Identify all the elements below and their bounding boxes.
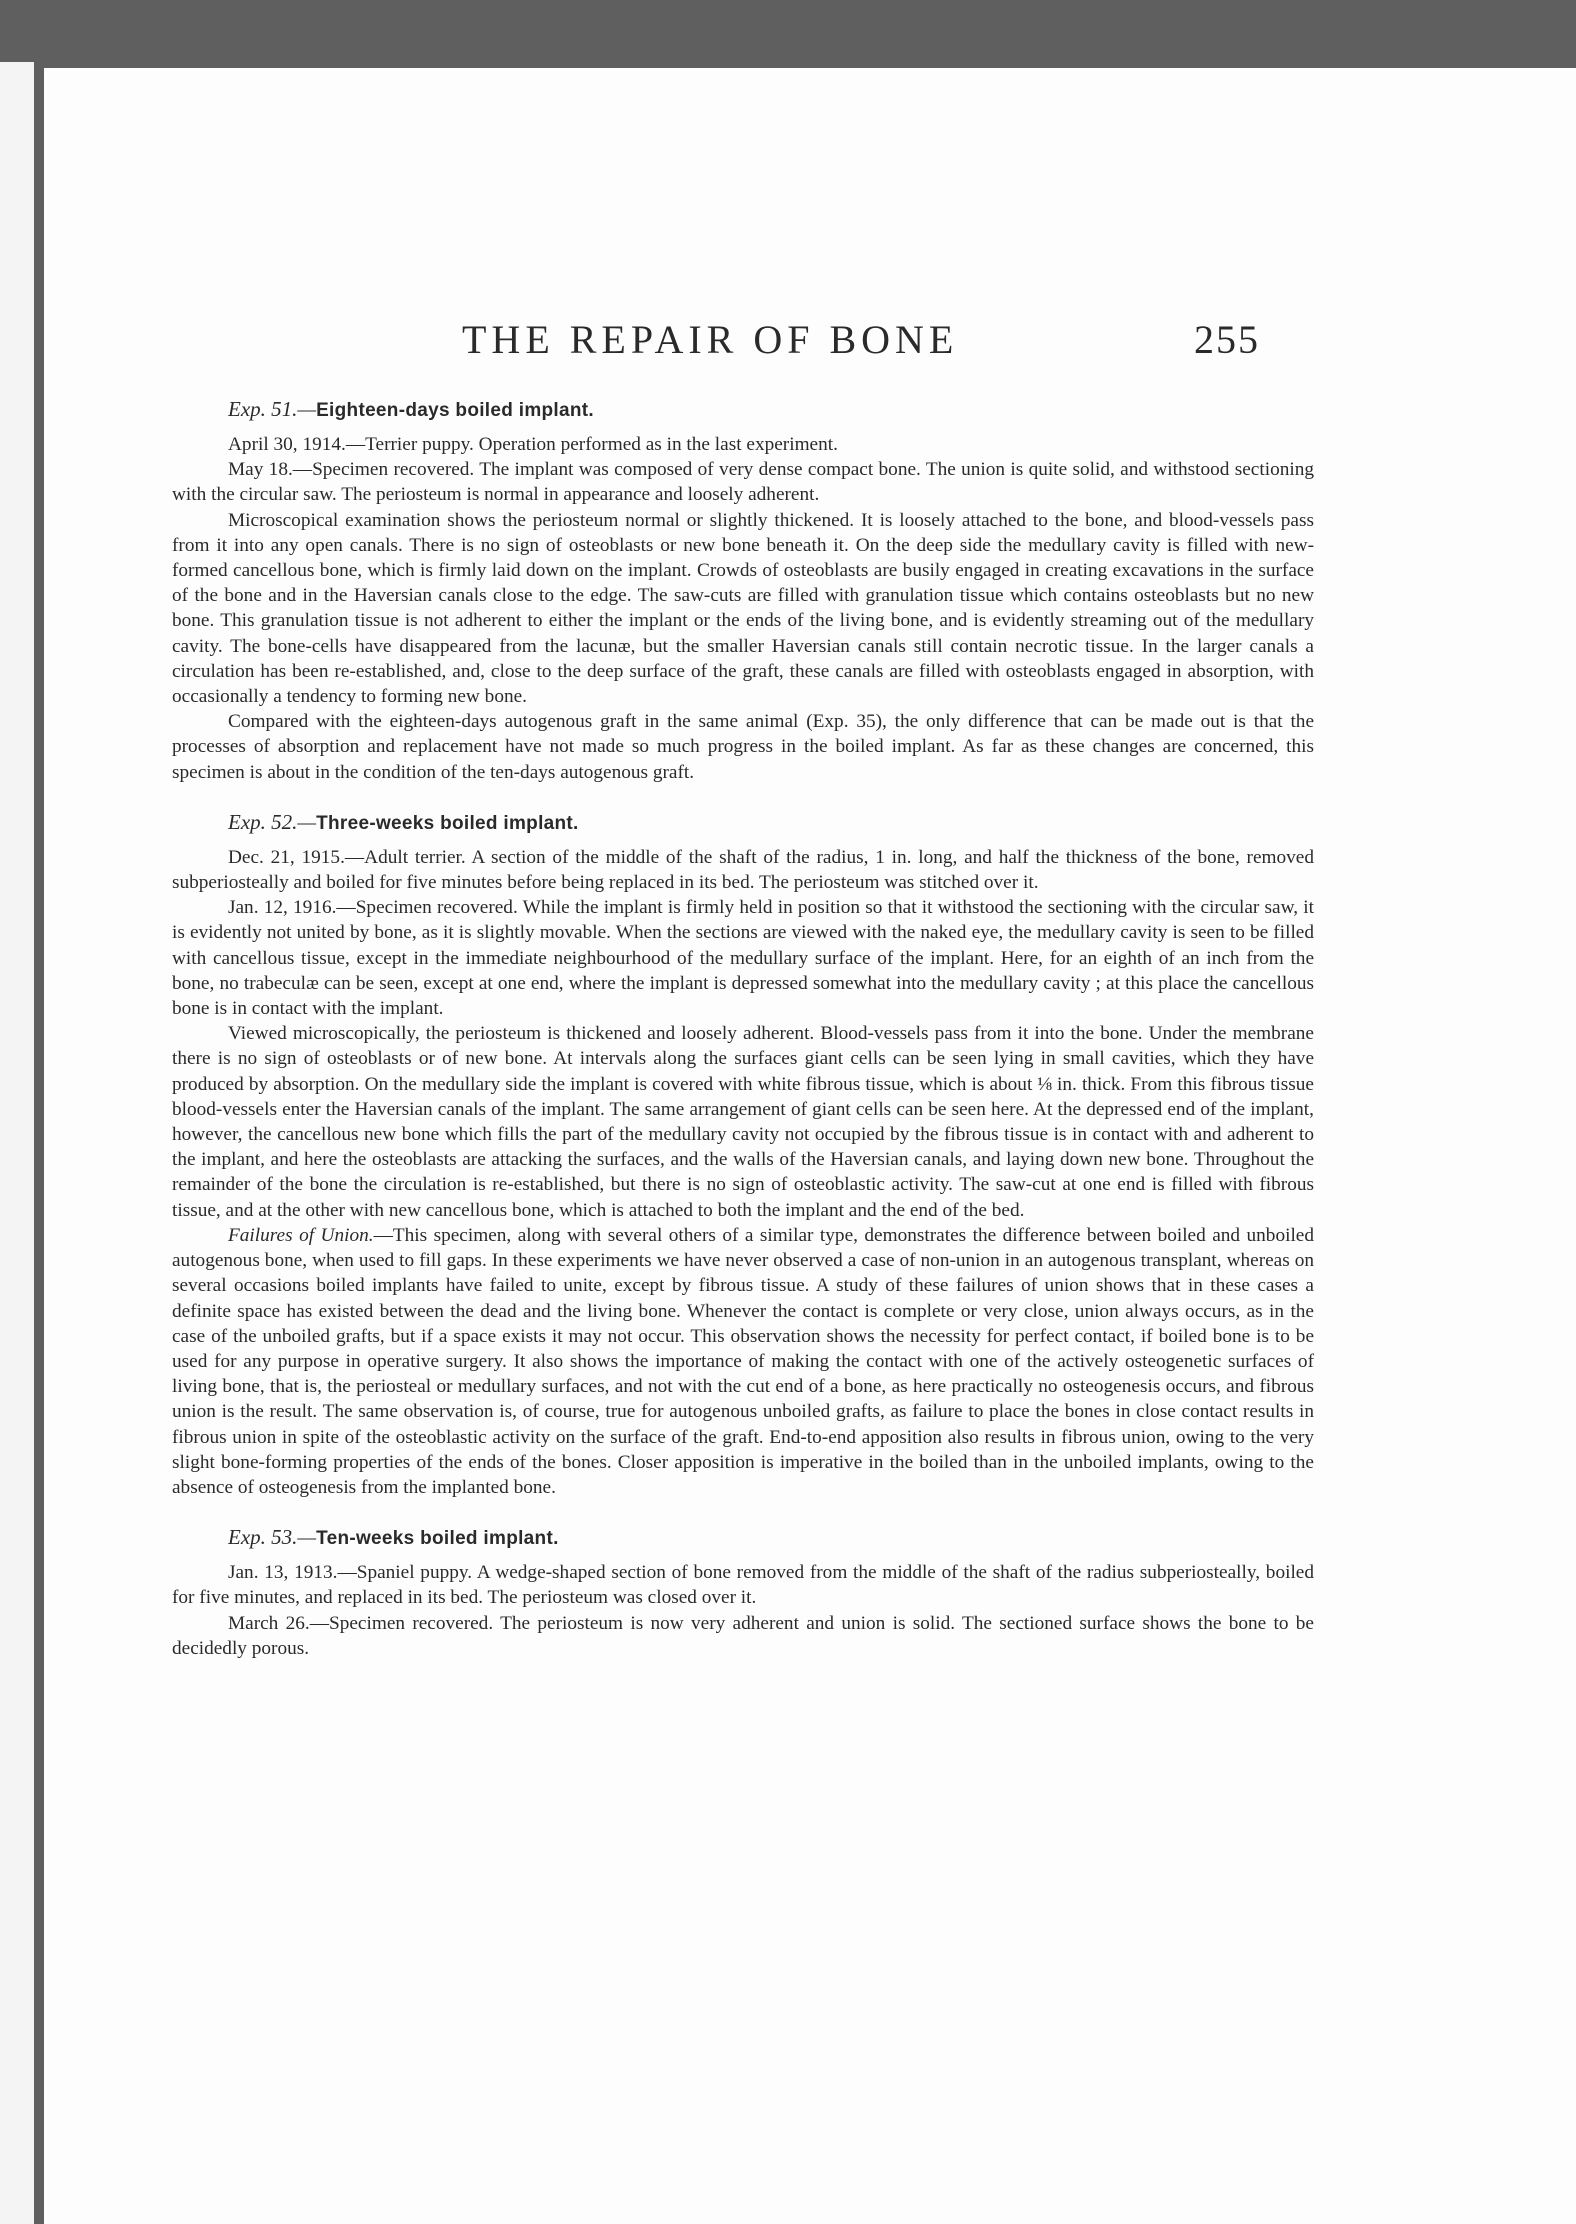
- page-number: 255: [1194, 317, 1260, 362]
- experiment-heading: [172, 396, 1314, 424]
- experiment-heading: [172, 1524, 1314, 1552]
- paragraph: April 30, 1914.—Terrier puppy. Operation performed as in the last experiment.: [228, 434, 838, 455]
- experiment-label: Exp. 53.—: [228, 1525, 317, 1550]
- experiment-label: Exp. 51.—: [228, 397, 317, 421]
- book-page: [44, 68, 1576, 2224]
- paragraph: May 18.—Specimen recovered. The implant was composed of very dense compact bone. The union is quite solid, and withstood sectioning with the circular saw. The periosteum is normal in appearance and loosely adherent.: [172, 459, 1314, 506]
- paragraph: Viewed microscopically, the periosteum is thickened and loosely adherent. Blood-vessels pass from it into the bone. Under the membrane there is no sign of osteoblasts or of new bone. At intervals along the surfaces giant cells can be seen lying in small cavities, which they have produced by absorption. On the medullary side the implant is covered with white fibrous tissue, which is about ⅛ in. thick. From this fibrous tissue blood-vessels enter the Haversian canals of the implant. The same arrangement of giant cells can be seen here. At the depressed end of the implant, however, the cancellous new bone which fills the part of the medullary cavity not occupied by the fibrous tissue is in contact with and adherent to the implant, and here the osteoblasts are attacking the surfaces, and the walls of the Haversian canals, and laying down new bone. Throughout the remainder of the bone the circulation is re-established, but there is no sign of osteoblastic activity. The saw-cut at one end is filled with fibrous tissue, and at the other with new cancellous bone, which is attached to both the implant and the end of the bed.: [172, 1023, 1314, 1221]
- paragraph: Compared with the eighteen-days autogenous graft in the same animal (Exp. 35), the only difference that can be made out is that the processes of absorption and replacement have not made so much progress in the boiled implant. As far as these changes are concerned, this specimen is about in the condition of the ten-days autogenous graft.: [172, 711, 1314, 783]
- paragraph: March 26.—Specimen recovered. The periosteum is now very adherent and union is solid. The sectioned surface shows the bone to be decidedly porous.: [172, 1612, 1314, 1659]
- experiment-label: Exp. 52.—: [228, 809, 317, 834]
- paragraph: Dec. 21, 1915.—Adult terrier. A section of the middle of the shaft of the radius, 1 in. long, and half the thickness of the bone, removed subperiosteally and boiled for five minutes before being replaced in its bed. The periosteum was stitched over it.: [172, 846, 1314, 894]
- failures-of-union-paragraph: [172, 1223, 1314, 1500]
- paragraph: Jan. 12, 1916.—Specimen recovered. While the implant is firmly held in position so that it withstood the sectioning with the circular saw, it is evidently not united by bone, as it is slightly movable. When the sections are viewed with the naked eye, the medullary cavity is seen to be filled with cancellous tissue, except in the immediate neighbourhood of the medullary surface of the implant. Here, for an eighth of an inch from the bone, no trabeculæ can be seen, except at one end, where the implant is depressed somewhat into the medullary cavity ; at this place the cancellous bone is in contact with the implant.: [172, 897, 1314, 1020]
- experiment-title: Ten-weeks boiled implant.: [316, 1528, 559, 1550]
- experiment-heading: [172, 809, 1314, 837]
- experiment-title: Three-weeks boiled implant.: [316, 812, 579, 834]
- paragraph: Microscopical examination shows the periosteum normal or slightly thickened. It is loosely attached to the bone, and blood-vessels pass from it into any open canals. There is no sign of osteoblasts or new bone beneath it. On the deep side the medullary cavity is filled with new-formed cancellous bone, which is firmly laid down on the implant. Crowds of osteoblasts are busily engaged in creating excavations in the surface of the bone and in the Haversian canals close to the edge. The saw-cuts are filled with granulation tissue which contains osteoblasts but no new bone. This granulation tissue is not adherent to either the implant or the ends of the living bone, and is evidently streaming out of the medullary cavity. The bone-cells have disappeared from the lacunæ, but the smaller Haversian canals still contain necrotic tissue. In the larger canals a circulation has been re-established, and, close to the deep surface of the graft, these canals are filled with osteoblasts engaged in absorption, with occasionally a tendency to forming new bone.: [172, 509, 1314, 708]
- facing-page-edge: [0, 62, 34, 2224]
- paragraph: Jan. 13, 1913.—Spaniel puppy. A wedge-shaped section of bone removed from the middle of the shaft of the radius subperiosteally, boiled for five minutes, and replaced in its bed. The periosteum was closed over it.: [172, 1562, 1314, 1609]
- page-header: [44, 316, 1576, 368]
- page-body: [172, 396, 1314, 1661]
- running-title: THE REPAIR OF BONE: [462, 317, 959, 362]
- experiment-title: Eighteen-days boiled implant.: [316, 400, 594, 421]
- paragraph-text: —This specimen, along with several others of a similar type, demonstrates the difference between boiled and unboiled autogenous bone, when used to fill gaps. In these experiments we have never observed a case of non-union in an autogenous transplant, whereas on several occasions boiled implants have failed to unite, except by fibrous tissue. A study of these failures of union shows that in these cases a definite space has existed between the dead and the living bone. Whenever the contact is complete or very close, union always occurs, as in the case of the unboiled grafts, but if a space exists it may not occur. This observation shows the necessity for perfect contact, if boiled bone is to be used for any purpose in operative surgery. It also shows the importance of making the contact with one of the actively osteogenetic surfaces of living bone, that is, the periosteal or medullary surfaces, and not with the cut end of a bone, as here practically no osteogenesis occurs, and fibrous union is the result. The same observation is, of course, true for autogenous unboiled grafts, as failure to place the bones in close contact results in fibrous union in spite of the osteoblastic activity on the surface of the graft. End-to-end apposition also results in fibrous union, owing to the very slight bone-forming properties of the ends of the bones. Closer apposition is imperative in the boiled than in the unboiled implants, owing to the absence of osteogenesis from the implanted bone.: [172, 1224, 1314, 1498]
- paragraph-lead: Failures of Union.: [228, 1224, 374, 1246]
